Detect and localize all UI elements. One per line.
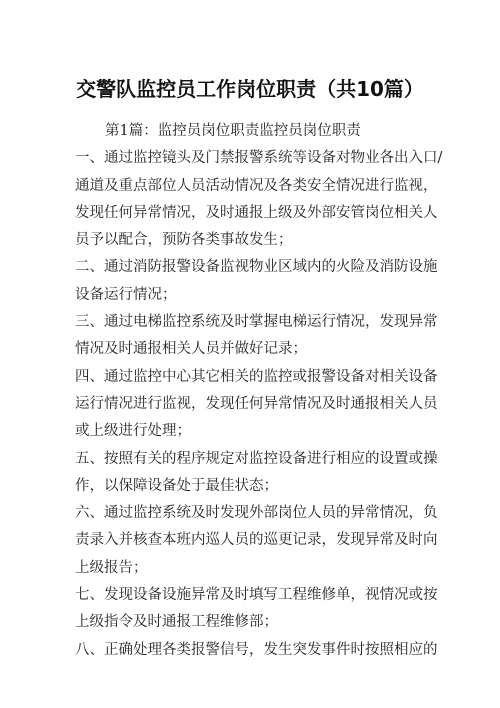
document-title: 交警队监控员工作岗位职责（共10篇） [76,77,424,101]
text-line: 责录入并核查本班内巡人员的巡更记录，发现异常及时向 [75,532,438,549]
text-line: 一、通过监控镜头及门禁报警系统等设备对物业各出入口/ [75,150,443,167]
section-heading: 第1篇：监控员岗位职责监控员岗位职责 [105,123,361,139]
text-line: 作，以保障设备处于最佳状态； [75,477,278,494]
text-line: 八、正确处理各类报警信号，发生突发事件时按照相应的 [75,641,438,658]
text-line: 上级报告； [75,559,148,576]
text-line: 五、按照有关的程序规定对监控设备进行相应的设置或操 [75,450,438,467]
text-line: 发现任何异常情况，及时通报上级及外部安管岗位相关人 [75,204,438,221]
text-line: 设备运行情况； [75,286,177,303]
text-line: 四、通过监控中心其它相关的监控或报警设备对相关设备 [75,368,438,385]
text-line: 上级指令及时通报工程维修部； [75,614,278,631]
text-line: 二、通过消防报警设备监视物业区域内的火险及消防设施 [75,259,438,276]
text-line: 七、发现设备设施异常及时填写工程维修单，视情况或按 [75,587,438,604]
text-line: 三、通过电梯监控系统及时掌握电梯运行情况，发现异常 [75,314,438,331]
text-line: 通道及重点部位人员活动情况及各类安全情况进行监视， [75,177,438,194]
text-line: 情况及时通报相关人员并做好记录； [75,341,307,358]
text-line: 员予以配合，预防各类事故发生； [75,232,293,249]
document-body [75,118,443,664]
text-line: 六、通过监控系统及时发现外部岗位人员的异常情况，负 [75,505,438,522]
text-line: 运行情况进行监视，发现任何异常情况及时通报相关人员 [75,395,438,412]
text-line: 或上级进行处理； [75,423,191,440]
